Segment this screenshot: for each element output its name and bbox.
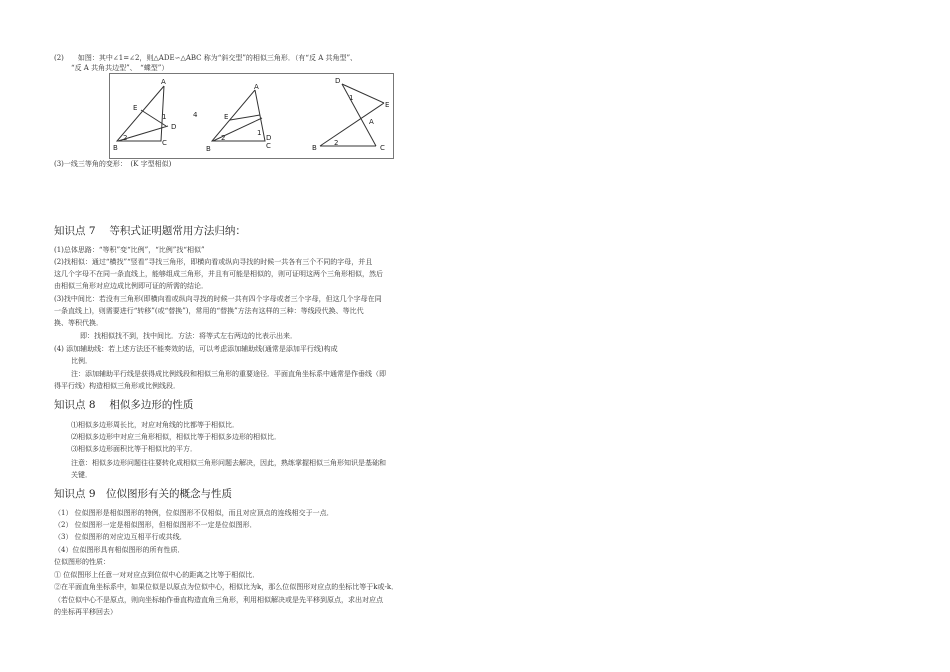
section7-line: (3)找中间比：若没有三角形(即横向看或纵向寻找的时候一共有四个字母或者三个字母，但这几个字母在同	[54, 295, 382, 303]
section8-line: 注意：相似多边形问题往往要转化成相似三角形问题去解决，因此，熟练掌握相似三角形知识是基础和	[71, 459, 386, 467]
fig2-D-label: D	[266, 134, 272, 142]
section8-line: 关键．	[71, 471, 92, 479]
section7-line: 换、等积代换．	[54, 319, 103, 327]
section7-line: 得平行线）构造相似三角形或比例线段．	[54, 382, 180, 390]
item2-line2: “反 A 共角共边型”、 “蝶型”）	[71, 64, 169, 72]
item3-line: (3)一线三等角的变形： (K 字型相似)	[54, 160, 172, 168]
section7-line: 一条直线上)，则需要进行“转移”(或“替换”)，常用的“替换”方法有这样的三种：等线段代换、等比代	[54, 307, 364, 315]
section7-line: (4) 添加辅助线：若上述方法还不能奏效的话，可以考虑添加辅助线(通常是添加平行线)构成	[54, 345, 338, 353]
section7-line: 比例．	[71, 357, 92, 365]
section9-heading: 知识点 9 位似图形有关的概念与性质	[54, 488, 233, 500]
section9-line: （2） 位似图形一定是相似图形，但相似图形不一定是位似图形．	[54, 521, 257, 529]
fig1-E-label: E	[133, 104, 138, 112]
section7-line: (2)找相似：通过“横找”“竖看”寻找三角形，即横向看或纵向寻找的时候一共各有三个不同的字母，并且	[54, 258, 373, 266]
section8-heading: 知识点 8 相似多边形的性质	[54, 399, 194, 411]
fig2-C-label: C	[266, 142, 271, 150]
section7-line: 注：添加辅助平行线是获得成比例线段和相似三角形的重要途径．平面直角坐标系中通常是作垂线（即	[71, 370, 386, 378]
section9-line: （3） 位似图形的对应边互相平行或共线．	[54, 533, 187, 541]
section9-line: （4）位似图形具有相似图形的所有性质．	[54, 546, 185, 554]
section9-line: 位似图形的性质：	[54, 558, 110, 566]
fig1-D-label: D	[171, 123, 177, 131]
fig3-C-label: C	[380, 144, 385, 152]
section9-line: （若位似中心不是原点，则向坐标轴作垂直构造直角三角形，利用相似解决或是先平移到原点，求出对应点	[54, 596, 383, 604]
fig3-angle2-label: 2	[334, 139, 339, 147]
section7-line: 这几个字母不在同一条直线上，能够组成三角形，并且有可能是相似的，则可证明这两个三角形相似，然后	[54, 270, 383, 278]
section9-line: ②在平面直角坐标系中，如果位似是以原点为位似中心，相似比为k，那么位似图形对应点的坐标比等于k或-k．	[54, 583, 399, 591]
fig1-A-label: A	[161, 78, 166, 86]
fig1-C-label: C	[162, 139, 167, 147]
fig3-B-label: B	[312, 144, 317, 152]
fig2-B-label: B	[206, 145, 211, 153]
section8-line: ⑴相似多边形周长比，对应对角线的比都等于相似比．	[71, 421, 239, 429]
fig2-E-label: E	[224, 113, 229, 121]
fig3-angle1-label: 1	[349, 94, 354, 102]
section8-line: ⑵相似多边形中对应三角形相似，相似比等于相似多边形的相似比．	[71, 433, 281, 441]
fig3-A-label: A	[369, 118, 374, 126]
section9-line: （1） 位似图形是相似图形的特例，位似图形不仅相似，而且对应顶点的连线相交于一点．	[54, 509, 334, 517]
fig-mid-label: 4	[193, 111, 198, 119]
section9-line: 的坐标再平移回去）	[54, 608, 117, 616]
fig1-B-label: B	[113, 144, 118, 152]
fig1-angle1-label: 1	[162, 113, 167, 121]
item2-line1: (2) 如图：其中∠1=∠2，则△ADE∽△ABC 称为“斜交型”的相似三角形．（有“反 A 共角型”、	[54, 54, 358, 62]
fig1-angle2-label: 2	[123, 134, 128, 142]
fig2-angle2-label: 2	[221, 134, 226, 142]
fig2-A-label: A	[254, 83, 259, 91]
section7-line: (1)总体思路：“等积”变“比例”，“比例”找“相似”	[54, 246, 205, 254]
section9-line: ① 位似图形上任意一对对应点到位似中心的距离之比等于相似比．	[54, 571, 260, 579]
fig2-angle1-label: 1	[257, 129, 262, 137]
section7-line: 由相似三角形对应边成比例即可证的所需的结论．	[54, 282, 208, 290]
section8-line: ⑶相似多边形面积比等于相似比的平方．	[71, 445, 197, 453]
section7-line: 即：找相似找不到，找中间比．方法：将等式左右两边的比表示出来．	[80, 332, 297, 340]
fig3-D-label: D	[335, 77, 341, 85]
section7-heading: 知识点 7 等积式证明题常用方法归纳：	[54, 225, 246, 237]
fig3-E-label: E	[385, 101, 390, 109]
